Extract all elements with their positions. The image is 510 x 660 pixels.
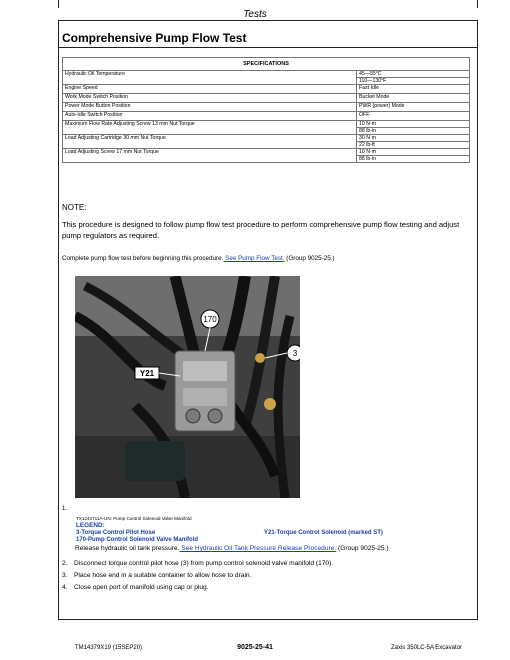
legend-title: LEGEND: — [76, 522, 105, 529]
spec-value: 10 N·m 88 lb-in — [357, 149, 470, 163]
legend-item-3: 3-Torque Control Pilot Hose — [76, 530, 156, 536]
section-header: Tests — [243, 9, 267, 20]
specifications-header: SPECIFICATIONS — [63, 58, 470, 71]
callout-y21: Y21 — [139, 369, 155, 378]
release-group: (Group 9025-25.) — [336, 545, 389, 552]
manifold-photo — [75, 276, 300, 498]
spec-label: Auto-Idle Switch Position — [63, 112, 357, 121]
spec-label: Power Mode Button Position — [63, 103, 357, 112]
step-text: Close open port of manifold using cap or plug. — [74, 584, 209, 591]
release-text: Release hydraulic oil tank pressure. — [75, 545, 180, 552]
spec-label: Load Adjusting Screw 17 mm Nut Torque — [63, 149, 357, 163]
spec-value: 10 N·m 88 lb-in — [357, 121, 470, 135]
spec-label: Hydraulic Oil Temperature — [63, 71, 357, 85]
spec-label: Engine Speed — [63, 85, 357, 94]
complete-group: (Group 9025-25.) — [284, 255, 335, 262]
spec-value: Fast Idle — [357, 85, 470, 94]
step-number: 4. — [62, 584, 68, 591]
page-title: Comprehensive Pump Flow Test — [62, 31, 247, 45]
note-text: This procedure is designed to follow pump flow test procedure to perform comprehensive pump flow testing and adjust pump regulators as required. — [62, 220, 460, 240]
spec-label: Maximum Flow Rate Adjusting Screw 13 mm Nut Torque — [63, 121, 357, 135]
complete-instruction — [62, 255, 335, 262]
pump-flow-test-link[interactable]: See Pump Flow Test. — [223, 255, 285, 262]
note-label: NOTE: — [62, 203, 87, 212]
spec-value: PWR (power) Mode — [357, 103, 470, 112]
step-text: Disconnect torque control pilot hose (3) from pump control solenoid valve manifold (170). — [74, 560, 334, 567]
step-item — [62, 570, 333, 582]
title-divider — [58, 47, 478, 48]
release-instruction — [75, 545, 389, 552]
step-number: 2. — [62, 560, 68, 567]
complete-text: Complete pump flow test before beginning this procedure. — [62, 255, 224, 262]
step-item — [62, 558, 333, 570]
figure-caption: TX1244711A-UN: Pump Control Solenoid Valve Manifold — [76, 516, 192, 521]
footer-page-number: 9025-25-41 — [237, 644, 273, 651]
legend-item-170: 170-Pump Control Solenoid Valve Manifold — [76, 537, 199, 543]
spec-value: OFF — [357, 112, 470, 121]
footer-manual-id: TM14379X19 (15SEP20) — [75, 645, 143, 651]
step-number: 3. — [62, 572, 68, 579]
spec-value: Bucket Mode — [357, 94, 470, 103]
callout-3: 3 — [292, 349, 298, 358]
spec-value: 45—55°C 110—130°F — [357, 71, 470, 85]
page-top-border — [58, 0, 478, 8]
legend-item-y21: Y21-Torque Control Solenoid (marked ST) — [264, 530, 383, 536]
step-1-number: 1. — [62, 506, 68, 512]
procedure-steps — [62, 558, 333, 594]
step-item — [62, 582, 333, 594]
spec-value: 30 N·m 22 lb-ft — [357, 135, 470, 149]
footer-machine-model: Zaxis 350LC-5A Excavator — [390, 645, 462, 651]
callout-170: 170 — [203, 315, 217, 324]
specifications-table — [62, 57, 470, 163]
step-text: Place hose end in a suitable container to allow hose to drain. — [74, 572, 252, 579]
spec-label: Work Mode Switch Position — [63, 94, 357, 103]
spec-label: Load Adjusting Cartridge 30 mm Nut Torque — [63, 135, 357, 149]
tank-pressure-release-link[interactable]: See Hydraulic Oil Tank Pressure Release Procedure. — [179, 545, 337, 552]
